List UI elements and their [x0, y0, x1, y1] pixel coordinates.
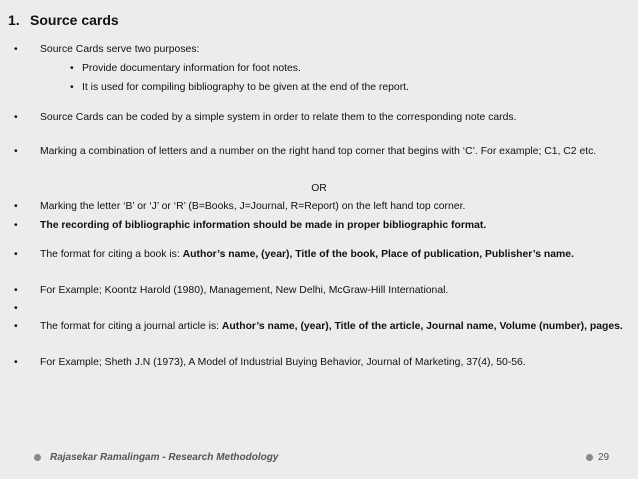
item-text: Marking a combination of letters and a number on the right hand top corner that begins with ‘C’. For example; C1, C2 etc. — [40, 146, 597, 157]
item-text: For Example; Sheth J.N (1973), A Model of Industrial Buying Behavior, Journal of Marketing, 37(4), 50-56. — [40, 357, 526, 368]
item-text: For Example; Koontz Harold (1980), Management, New Delhi, McGraw-Hill International. — [40, 285, 449, 296]
bullet-icon: • — [14, 112, 18, 123]
title-number: 1. — [8, 12, 20, 28]
item-text: The format for citing a book is: — [40, 249, 183, 260]
item-text: Source Cards can be coded by a simple system in order to relate them to the corresponding note cards. — [40, 112, 517, 123]
bullet-icon: • — [14, 303, 18, 314]
item-text-bold: The recording of bibliographic information should be made in proper bibliographic format. — [40, 220, 487, 231]
bullet-icon: • — [14, 321, 18, 332]
bullet-icon: • — [70, 82, 74, 93]
page-number: 29 — [598, 452, 610, 463]
bullet-icon: • — [14, 44, 18, 55]
item-text: It is used for compiling bibliography to be given at the end of the report. — [82, 82, 409, 93]
item-text: Provide documentary information for foot notes. — [82, 63, 301, 74]
bullet-icon: • — [14, 220, 18, 231]
bullet-icon: • — [14, 285, 18, 296]
bullet-icon: • — [14, 249, 18, 260]
bullet-icon: • — [14, 146, 18, 157]
title-text: Source cards — [30, 12, 119, 28]
item-text: Source Cards serve two purposes: — [40, 44, 200, 55]
slide-title — [8, 12, 119, 28]
slide-footer — [0, 452, 638, 464]
item-text: Marking the letter ‘B’ or ‘J’ or ‘R’ (B=Books, J=Journal, R=Report) on the left hand top corner. — [40, 201, 466, 212]
bullet-icon: • — [14, 357, 18, 368]
bullet-icon: • — [14, 201, 18, 212]
item-text-bold: Author’s name, (year), Title of the book, Place of publication, Publisher’s name. — [182, 249, 574, 260]
bullet-icon: • — [70, 63, 74, 74]
footer-dot-icon — [586, 454, 593, 461]
item-text-bold: Author’s name, (year), Title of the article, Journal name, Volume (number), pages. — [221, 321, 623, 332]
footer-author: Rajasekar Ramalingam - Research Methodology — [50, 452, 279, 463]
footer-dot-icon — [34, 454, 41, 461]
or-separator: OR — [311, 183, 327, 194]
item-text: The format for citing a journal article is: — [40, 321, 222, 332]
